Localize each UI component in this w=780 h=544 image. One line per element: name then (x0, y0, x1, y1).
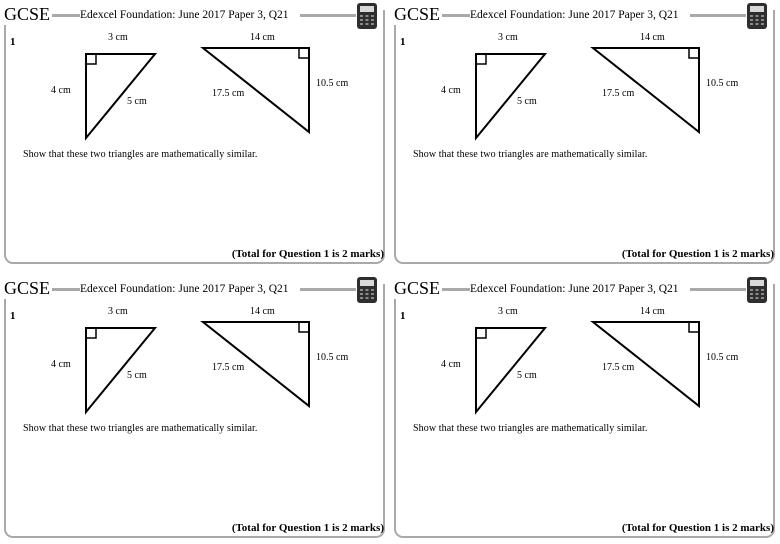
label-large-right: 10.5 cm (706, 352, 739, 363)
total-marks: (Total for Question 1 is 2 marks) (231, 522, 384, 534)
brand-title: GCSE (4, 278, 51, 298)
right-angle-marker-small (476, 328, 486, 338)
brand-title: GCSE (394, 4, 441, 24)
label-small-left: 4 cm (441, 359, 461, 370)
label-small-top: 3 cm (108, 32, 128, 43)
brand-title: GCSE (394, 278, 441, 298)
triangles-diagram (390, 274, 780, 544)
question-text: Show that these two triangles are mathematically similar. (23, 149, 258, 160)
right-angle-marker-small (86, 328, 96, 338)
label-large-right: 10.5 cm (316, 78, 349, 89)
label-small-hyp: 5 cm (127, 370, 147, 381)
question-card-4 (390, 274, 780, 544)
label-small-hyp: 5 cm (517, 370, 537, 381)
label-small-top: 3 cm (498, 32, 518, 43)
label-small-left: 4 cm (51, 359, 71, 370)
question-card-2 (390, 0, 780, 270)
label-large-hyp: 17.5 cm (212, 362, 245, 373)
label-small-left: 4 cm (51, 85, 71, 96)
total-marks: (Total for Question 1 is 2 marks) (231, 248, 384, 260)
triangles-diagram (0, 274, 390, 544)
question-number: 1 (10, 36, 16, 48)
question-card-1 (0, 0, 390, 270)
label-large-hyp: 17.5 cm (212, 88, 245, 99)
label-large-right: 10.5 cm (316, 352, 349, 363)
right-angle-marker-small (476, 54, 486, 64)
label-small-hyp: 5 cm (127, 96, 147, 107)
brand-title: GCSE (4, 4, 51, 24)
question-source: Edexcel Foundation: June 2017 Paper 3, Q21 (470, 9, 679, 21)
question-number: 1 (400, 36, 406, 48)
question-number: 1 (10, 310, 16, 322)
total-marks: (Total for Question 1 is 2 marks) (621, 522, 774, 534)
label-large-top: 14 cm (640, 32, 665, 43)
label-large-hyp: 17.5 cm (602, 362, 635, 373)
label-large-top: 14 cm (250, 32, 275, 43)
question-source: Edexcel Foundation: June 2017 Paper 3, Q21 (80, 9, 289, 21)
right-angle-marker-large (299, 48, 309, 58)
label-small-hyp: 5 cm (517, 96, 537, 107)
label-small-top: 3 cm (108, 306, 128, 317)
triangles-diagram (390, 0, 780, 270)
label-large-top: 14 cm (250, 306, 275, 317)
question-text: Show that these two triangles are mathematically similar. (413, 149, 648, 160)
right-angle-marker-large (299, 322, 309, 332)
label-large-hyp: 17.5 cm (602, 88, 635, 99)
question-text: Show that these two triangles are mathematically similar. (23, 423, 258, 434)
right-angle-marker-large (689, 48, 699, 58)
question-text: Show that these two triangles are mathematically similar. (413, 423, 648, 434)
question-source: Edexcel Foundation: June 2017 Paper 3, Q21 (80, 283, 289, 295)
label-large-right: 10.5 cm (706, 78, 739, 89)
label-small-top: 3 cm (498, 306, 518, 317)
label-small-left: 4 cm (441, 85, 461, 96)
total-marks: (Total for Question 1 is 2 marks) (621, 248, 774, 260)
question-number: 1 (400, 310, 406, 322)
question-card-3 (0, 274, 390, 544)
right-angle-marker-small (86, 54, 96, 64)
label-large-top: 14 cm (640, 306, 665, 317)
right-angle-marker-large (689, 322, 699, 332)
question-source: Edexcel Foundation: June 2017 Paper 3, Q21 (470, 283, 679, 295)
triangles-diagram (0, 0, 390, 270)
